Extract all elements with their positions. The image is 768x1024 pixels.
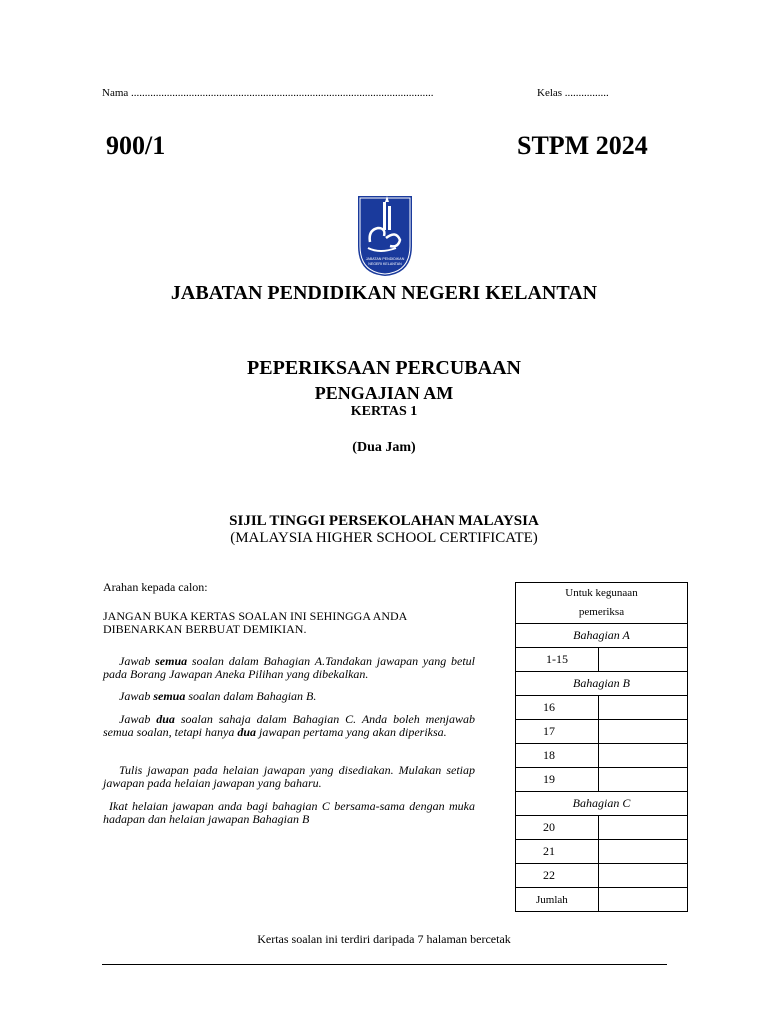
total-mark-cell[interactable] bbox=[599, 888, 688, 912]
jabatan-pendidikan-logo bbox=[352, 190, 418, 278]
table-row-label: 20 bbox=[516, 816, 599, 840]
instruction-section-a: Jawab semua soalan dalam Bahagian A.Tandakan jawapan yang betul pada Borang Jawapan Aneka Pilihan yang dibekalkan. bbox=[103, 654, 475, 681]
paper-number: KERTAS 1 bbox=[350, 404, 418, 419]
examiner-table-header: Untuk kegunaan pemeriksa bbox=[516, 583, 688, 624]
section-c-label: Bahagian C bbox=[516, 792, 688, 816]
exam-name: PEPERIKSAAN PERCUBAAN bbox=[247, 357, 521, 379]
table-row-label: 1-15 bbox=[516, 648, 599, 672]
svg-text:JABATAN PENDIDIKAN: JABATAN PENDIDIKAN bbox=[365, 257, 405, 261]
instruction-answer-sheets: Tulis jawapan pada helaian jawapan yang disediakan. Mulakan setiap jawapan pada helaian jawapan yang baharu. bbox=[103, 763, 475, 790]
duration: (Dua Jam) bbox=[352, 440, 416, 455]
certificate-malay: SIJIL TINGGI PERSEKOLAHAN MALAYSIA bbox=[229, 513, 539, 529]
certificate-english: (MALAYSIA HIGHER SCHOOL CERTIFICATE) bbox=[230, 530, 538, 546]
instruction-binding: Ikat helaian jawapan anda bagi bahagian C bersama-sama dengan muka hadapan dan helaian jawapan Bahagian B bbox=[103, 799, 475, 826]
mark-cell[interactable] bbox=[599, 744, 688, 768]
page-count-note: Kertas soalan ini terdiri daripada 7 halaman bercetak bbox=[257, 932, 511, 946]
instructions-heading: Arahan kepada calon: bbox=[103, 580, 208, 594]
table-row-label: 19 bbox=[516, 768, 599, 792]
nama-field: Nama .............................................................................................................. bbox=[102, 87, 434, 99]
table-row-label: 16 bbox=[516, 696, 599, 720]
mark-cell[interactable] bbox=[599, 720, 688, 744]
mark-cell[interactable] bbox=[599, 768, 688, 792]
table-row-label: 17 bbox=[516, 720, 599, 744]
examiner-marks-table bbox=[515, 582, 688, 912]
mark-cell[interactable] bbox=[599, 696, 688, 720]
instruction-section-c: Jawab dua soalan sahaja dalam Bahagian C. Anda boleh menjawab semua soalan, tetapi hanya dua jawapan pertama yang akan diperiksa. bbox=[103, 712, 475, 739]
section-b-label: Bahagian B bbox=[516, 672, 688, 696]
mark-cell[interactable] bbox=[599, 816, 688, 840]
footer-divider bbox=[102, 964, 667, 965]
table-row-label: 22 bbox=[516, 864, 599, 888]
subject-title: PENGAJIAN AM bbox=[314, 383, 454, 403]
department-title: JABATAN PENDIDIKAN NEGERI KELANTAN bbox=[170, 282, 598, 304]
instructions-warning: JANGAN BUKA KERTAS SOALAN INI SEHINGGA ANDA DIBENARKAN BERBUAT DEMIKIAN. bbox=[103, 609, 407, 636]
table-row-label: 18 bbox=[516, 744, 599, 768]
table-row-label: 21 bbox=[516, 840, 599, 864]
svg-text:NEGERI KELANTAN: NEGERI KELANTAN bbox=[368, 262, 402, 266]
mark-cell[interactable] bbox=[599, 648, 688, 672]
kelas-field: Kelas ................ bbox=[537, 87, 609, 99]
instruction-section-b: Jawab semua soalan dalam Bahagian B. bbox=[119, 689, 317, 703]
exam-title: STPM 2024 bbox=[517, 131, 648, 160]
total-label: Jumlah bbox=[516, 888, 599, 912]
paper-code: 900/1 bbox=[106, 131, 166, 160]
mark-cell[interactable] bbox=[599, 840, 688, 864]
section-a-label: Bahagian A bbox=[516, 624, 688, 648]
mark-cell[interactable] bbox=[599, 864, 688, 888]
